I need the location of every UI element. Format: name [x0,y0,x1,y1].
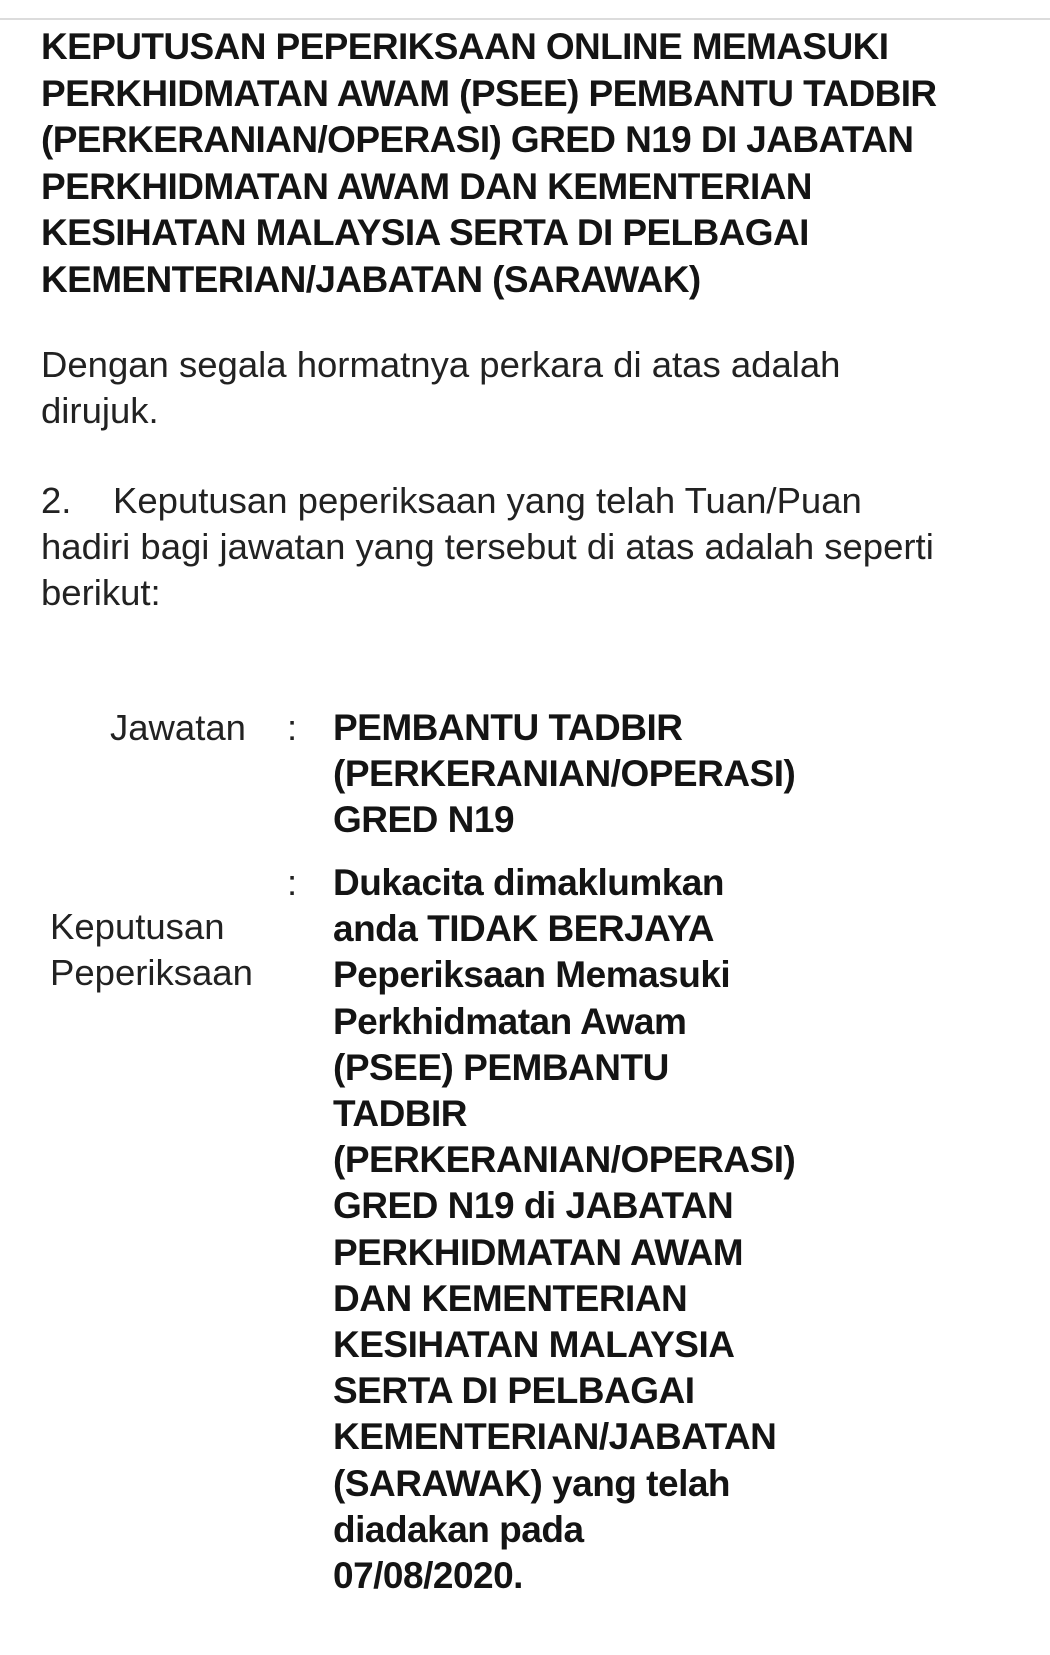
jawatan-colon: : [287,707,298,748]
jawatan-value: PEMBANTU TADBIR (PERKERANIAN/OPERASI) GRED N19 [333,707,796,841]
opening-paragraph: Dengan segala hormatnya perkara di atas adalah dirujuk. [41,344,841,431]
keputusan-label: Keputusan Peperiksaan [50,906,253,993]
keputusan-colon: : [287,862,298,903]
top-divider [0,18,1050,20]
document-title: KEPUTUSAN PEPERIKSAAN ONLINE MEMASUKI PERKHIDMATAN AWAM (PSEE) PEMBANTU TADBIR (PERKERANIAN/OPERASI) GRED N19 DI JABATAN PERKHIDMATAN AWAM DAN KEMENTERIAN KESIHATAN MALAYSIA SERTA DI PELBAGAI KEMENTERIAN/JABATAN (SARAWAK) [41,26,937,300]
paragraph-number: 2. [41,480,72,521]
result-intro-text: Keputusan peperiksaan yang telah Tuan/Puan hadiri bagi jawatan yang tersebut di atas adalah seperti berikut: [41,480,934,613]
jawatan-label: Jawatan [110,707,246,748]
keputusan-value: Dukacita dimaklumkan anda TIDAK BERJAYA Peperiksaan Memasuki Perkhidmatan Awam (PSEE) PEMBANTU TADBIR (PERKERANIAN/OPERASI) GRED N19 di JABATAN PERKHIDMATAN AWAM DAN KEMENTERIAN KESIHATAN MALAYSIA SERTA DI PELBAGAI KEMENTERIAN/JABATAN (SARAWAK) yang telah diadakan pada 07/08/2020. [333,862,796,1597]
result-intro-paragraph [41,478,941,616]
